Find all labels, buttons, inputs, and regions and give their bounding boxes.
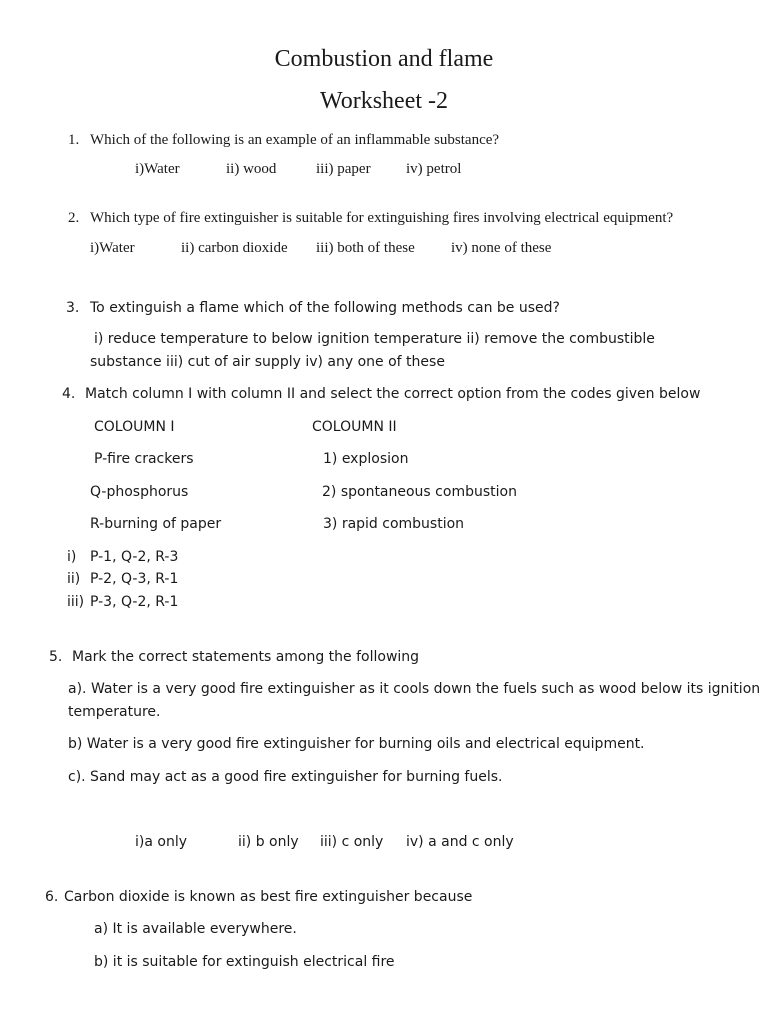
statement-b: b) Water is a very good fire extinguisher for burning oils and electrical equipment. (68, 736, 645, 752)
column-1-item: P-fire crackers (94, 451, 194, 467)
option-3: iii) c only (320, 834, 384, 850)
question-number: 5. (49, 649, 63, 665)
option-4: iv) a and c only (406, 834, 514, 850)
statement-a-line-1: a). Water is a very good fire extinguisher as it cools down the fuels such as wood below its ignition (68, 681, 761, 697)
options-line-2: substance iii) cut of air supply iv) any one of these (90, 354, 445, 370)
option-2: ii) wood (226, 161, 277, 177)
code-number: i) (67, 549, 77, 565)
worksheet-title: Combustion and flame (274, 46, 494, 72)
question-number: 4. (62, 386, 76, 402)
code-text: P-3, Q-2, R-1 (90, 594, 179, 610)
worksheet-subtitle: Worksheet -2 (319, 88, 449, 114)
question-text: Which of the following is an example of an inflammable substance? (90, 132, 500, 148)
option-3: iii) both of these (316, 240, 415, 256)
question-text: Match column I with column II and select the correct option from the codes given below (85, 386, 701, 402)
column-1-header: COLOUMN I (94, 419, 175, 435)
question-number: 1. (68, 132, 80, 148)
column-2-header: COLOUMN II (312, 419, 397, 435)
statement-a-line-2: temperature. (68, 704, 161, 720)
question-text: Carbon dioxide is known as best fire extinguisher because (64, 889, 473, 905)
option-a: a) It is available everywhere. (94, 921, 297, 937)
question-text: Mark the correct statements among the following (72, 649, 420, 665)
option-b: b) it is suitable for extinguish electrical fire (94, 954, 395, 970)
code-text: P-1, Q-2, R-3 (90, 549, 179, 565)
option-4: iv) petrol (406, 161, 462, 177)
column-2-item: 3) rapid combustion (323, 516, 465, 532)
question-text: To extinguish a flame which of the following methods can be used? (90, 300, 560, 316)
option-4: iv) none of these (451, 240, 552, 256)
column-2-item: 2) spontaneous combustion (322, 484, 517, 500)
code-number: ii) (67, 571, 81, 587)
question-number: 3. (66, 300, 80, 316)
options-line-1: i) reduce temperature to below ignition temperature ii) remove the combustible (94, 331, 655, 347)
code-number: iii) (67, 594, 85, 610)
question-text: Which type of fire extinguisher is suitable for extinguishing fires involving electrical equipment? (90, 210, 674, 226)
question-number: 2. (68, 210, 80, 226)
option-3: iii) paper (316, 161, 371, 177)
option-1: i)a only (135, 834, 187, 850)
option-2: ii) carbon dioxide (181, 240, 288, 256)
option-1: i)Water (135, 161, 180, 177)
column-1-item: Q-phosphorus (90, 484, 189, 500)
question-number: 6. (45, 889, 59, 905)
code-text: P-2, Q-3, R-1 (90, 571, 179, 587)
statement-c: c). Sand may act as a good fire extinguisher for burning fuels. (68, 769, 503, 785)
column-1-item: R-burning of paper (90, 516, 222, 532)
option-1: i)Water (90, 240, 135, 256)
column-2-item: 1) explosion (323, 451, 409, 467)
option-2: ii) b only (238, 834, 299, 850)
